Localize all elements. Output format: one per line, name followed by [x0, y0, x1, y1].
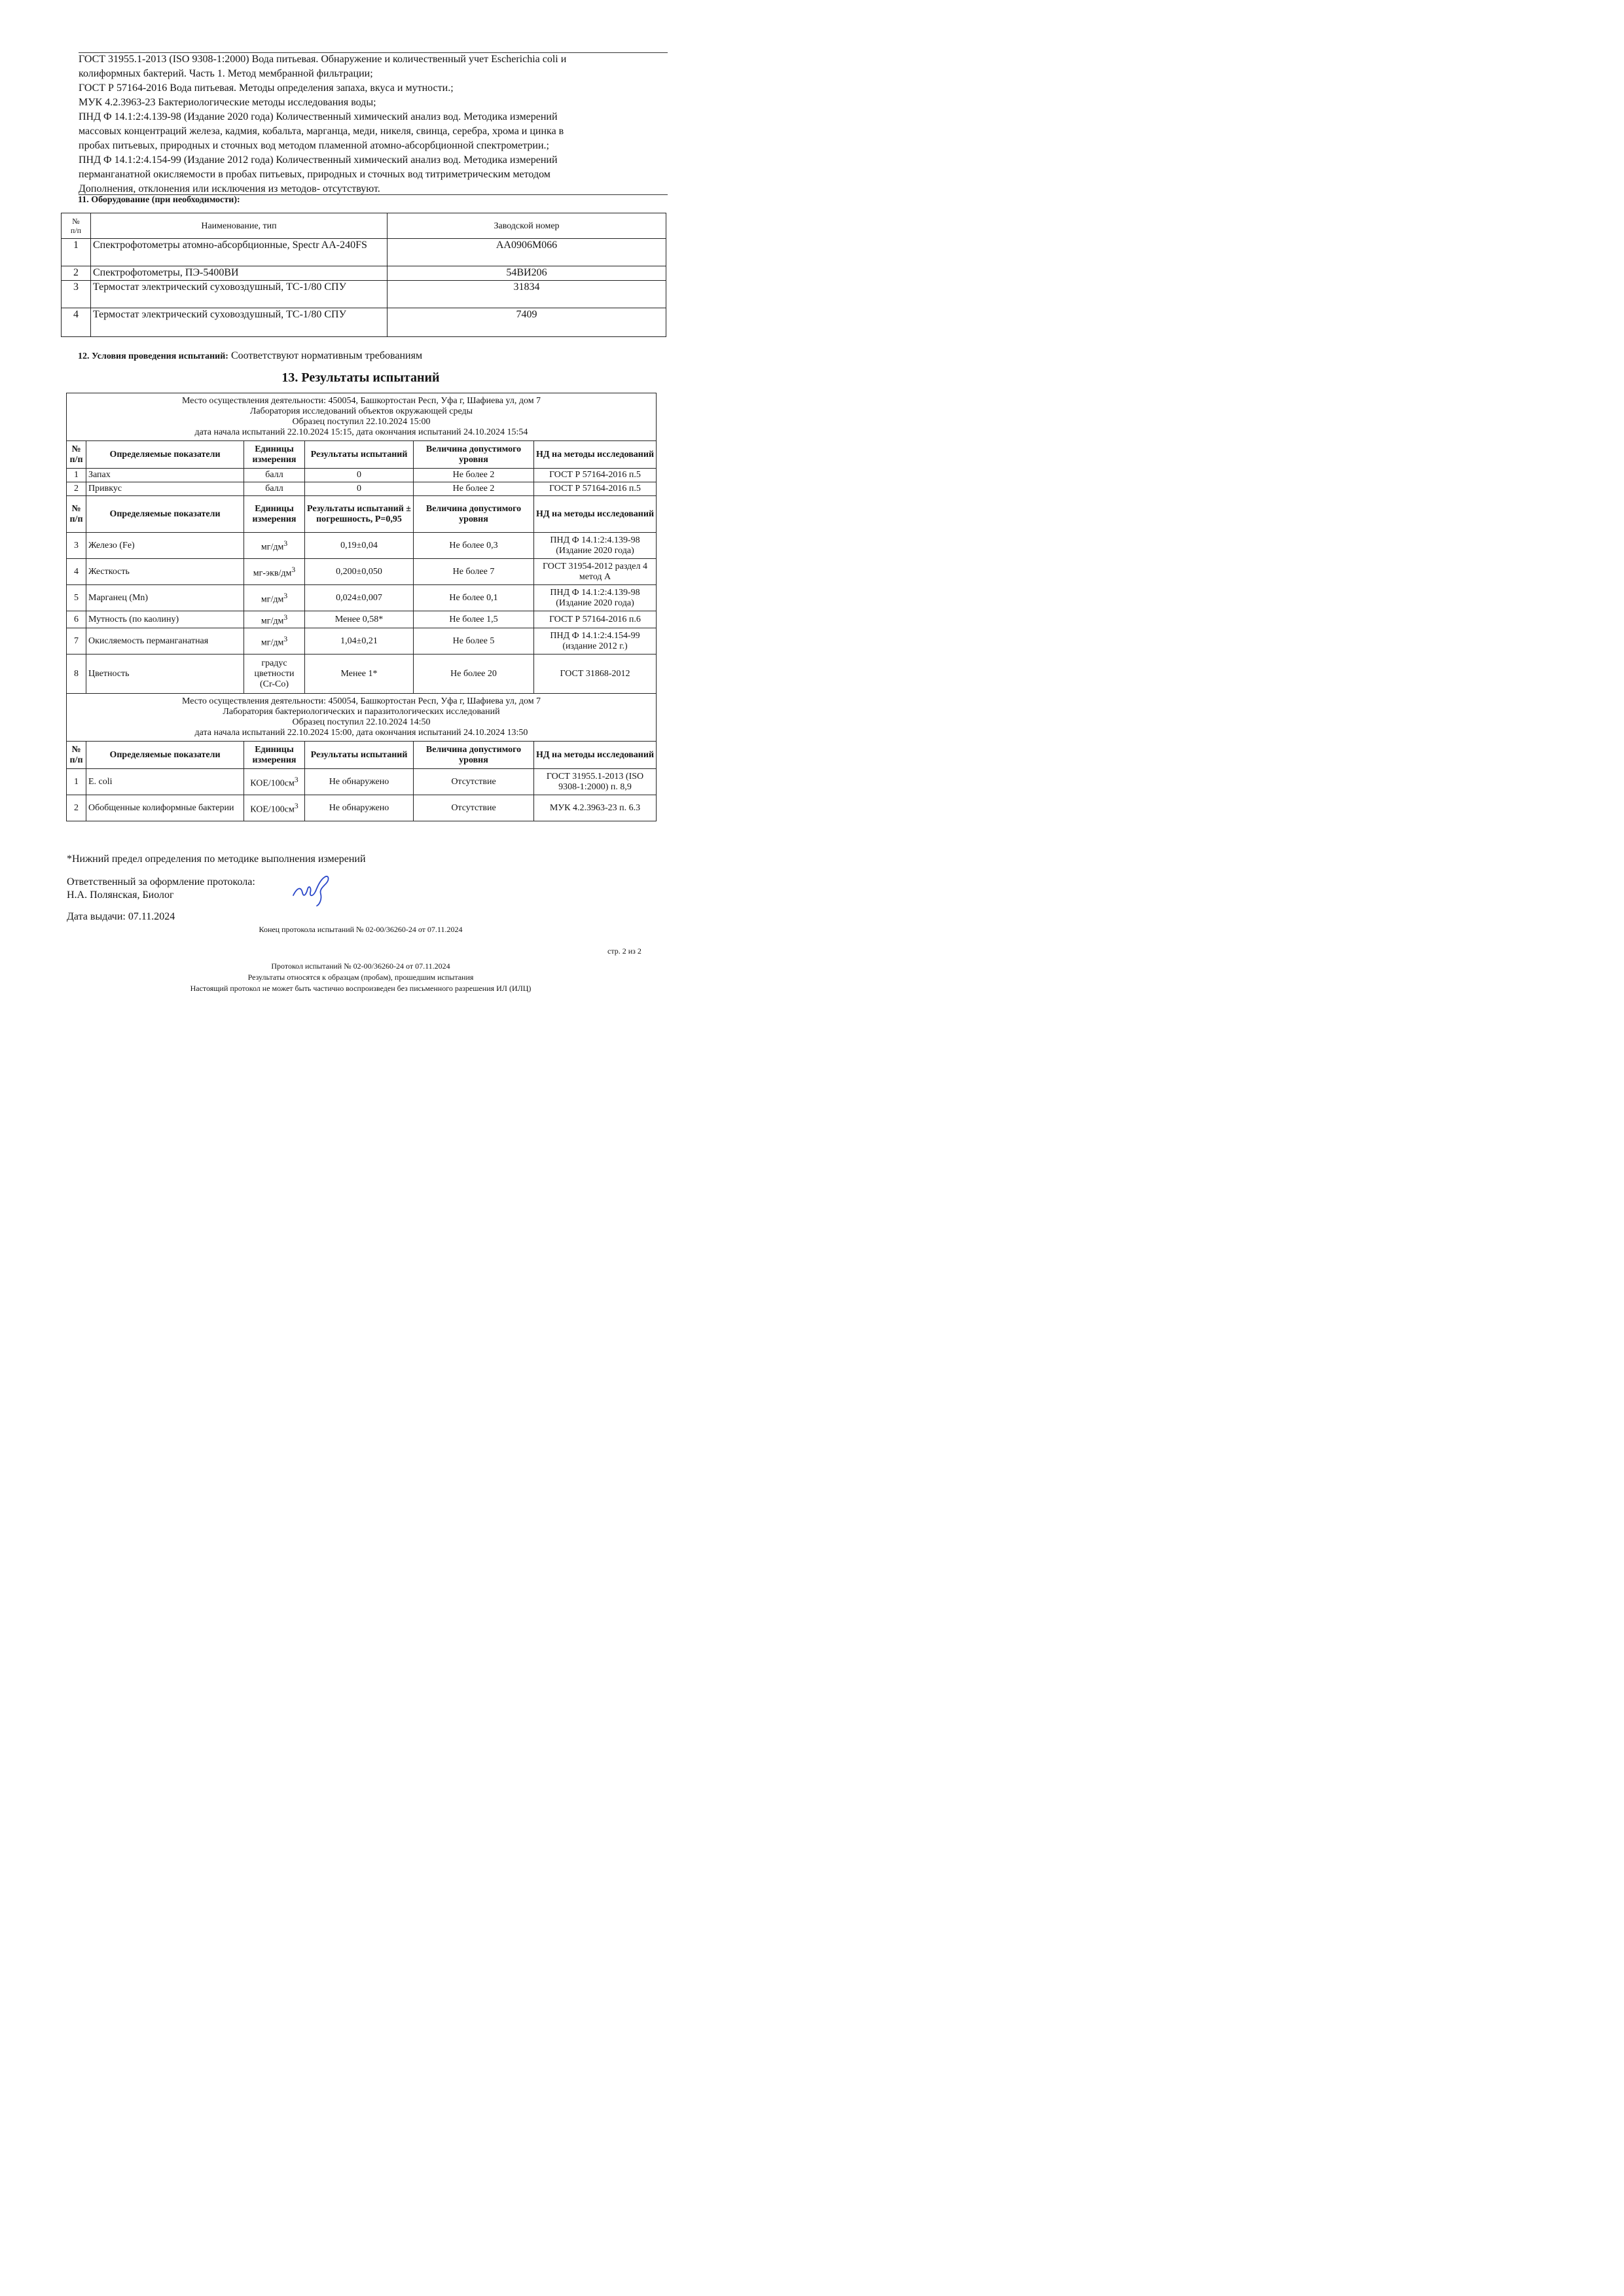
result-unit: [244, 559, 305, 585]
result-num: 1: [67, 469, 86, 482]
equipment-name: Спектрофотометры, ПЭ-5400ВИ: [91, 266, 388, 281]
page-number: стр. 2 из 2: [607, 946, 641, 956]
unit-text: мг-экв/дм: [253, 568, 292, 579]
equipment-num: 4: [62, 308, 91, 337]
equipment-num: 2: [62, 266, 91, 281]
result-indicator: Окисляемость перманганатная: [86, 628, 244, 655]
col-indicator-header: Определяемые показатели: [86, 441, 244, 469]
equipment-title: 11. Оборудование (при необходимости):: [78, 195, 240, 205]
result-indicator: Мутность (по каолину): [86, 611, 244, 628]
methods-line: массовых концентраций железа, кадмия, кобальта, марганца, меди, никеля, свинца, серебра, хрома и цинка в: [79, 126, 564, 137]
result-num: 8: [67, 655, 86, 694]
result-num: 6: [67, 611, 86, 628]
lab2-name: Лаборатория бактериологических и паразитологических исследований: [223, 707, 500, 717]
result-row: [67, 655, 657, 694]
footer-scope: Результаты относятся к образцам (пробам), прошедшим испытания: [247, 973, 474, 982]
result-method: ПНД Ф 14.1:2:4.154-99 (издание 2012 г.): [534, 628, 657, 655]
result-limit: Не более 2: [414, 469, 534, 482]
unit-text: КОЕ/100см: [250, 778, 295, 789]
equipment-num: 3: [62, 281, 91, 308]
result-indicator: E. coli: [86, 769, 244, 795]
result-method: ПНД Ф 14.1:2:4.139-98 (Издание 2020 года): [534, 585, 657, 611]
unit-exponent: 3: [283, 539, 288, 548]
lab1-dates: дата начала испытаний 22.10.2024 15:15, дата окончания испытаний 24.10.2024 15:54: [194, 427, 528, 437]
result-unit: балл: [244, 482, 305, 496]
result-indicator: Привкус: [86, 482, 244, 496]
result-indicator: Марганец (Mn): [86, 585, 244, 611]
footer-reproduction: Настоящий протокол не может быть частично воспроизведен без письменного разрешения ИЛ (ИЛЦ): [190, 984, 532, 993]
unit-text: мг/дм: [261, 637, 284, 648]
result-limit: Не более 5: [414, 628, 534, 655]
result-unit: балл: [244, 469, 305, 482]
unit-text: мг/дм: [261, 542, 284, 552]
col-num-header: № п/п: [67, 742, 86, 769]
result-row: [67, 469, 657, 482]
unit-text: КОЕ/100см: [250, 804, 295, 815]
conditions-label: 12. Условия проведения испытаний:: [78, 351, 228, 361]
equipment-row: [62, 308, 666, 337]
col-limit-header: Величина допустимого уровня: [414, 441, 534, 469]
result-limit: Не более 20: [414, 655, 534, 694]
result-num: 2: [67, 482, 86, 496]
results-header-row: [67, 441, 657, 469]
results-table: [66, 393, 657, 821]
issue-date: Дата выдачи: 07.11.2024: [67, 911, 175, 922]
result-unit: [244, 611, 305, 628]
result-row: [67, 611, 657, 628]
result-row: [67, 769, 657, 795]
footer-protocol: Протокол испытаний № 02-00/36260-24 от 07.11.2024: [271, 961, 450, 971]
lab2-received: Образец поступил 22.10.2024 14:50: [292, 717, 431, 727]
lab1-info: [67, 393, 657, 441]
result-method: ПНД Ф 14.1:2:4.139-98 (Издание 2020 года): [534, 533, 657, 559]
equipment-row: [62, 266, 666, 281]
result-limit: Отсутствие: [414, 795, 534, 821]
col-result-header: Результаты испытаний ± погрешность, P=0,95: [305, 496, 414, 533]
result-row: [67, 795, 657, 821]
lab1-address: Место осуществления деятельности: 450054, Башкортостан Респ, Уфа г, Шафиева ул, дом 7: [181, 396, 541, 406]
result-row: [67, 559, 657, 585]
result-indicator: Запах: [86, 469, 244, 482]
methods-line: пробах питьевых, природных и сточных вод методом пламенной атомно-абсорбционной спектрометрии.;: [79, 140, 549, 151]
col-method-header: НД на методы исследований: [534, 742, 657, 769]
equipment-row: [62, 281, 666, 308]
equipment-row: [62, 239, 666, 266]
responsible-label: Ответственный за оформление протокола:: [67, 876, 255, 888]
equipment-serial: 7409: [388, 308, 666, 337]
col-unit-header: Единицы измерения: [244, 441, 305, 469]
result-unit: [244, 585, 305, 611]
unit-exponent: 3: [294, 801, 298, 810]
col-method-header: НД на методы исследований: [534, 496, 657, 533]
equipment-name: Термостат электрический суховоздушный, ТС-1/80 СПУ: [91, 308, 388, 337]
col-unit-header: Единицы измерения: [244, 496, 305, 533]
equipment-table: [61, 213, 666, 337]
result-row: [67, 585, 657, 611]
lab2-info: [67, 694, 657, 742]
result-row: [67, 628, 657, 655]
conditions-value: Соответствуют нормативным требованиям: [230, 350, 423, 361]
equipment-num: 1: [62, 239, 91, 266]
result-unit: [244, 628, 305, 655]
result-row: [67, 533, 657, 559]
result-value: Не обнаружено: [305, 795, 414, 821]
result-row: [67, 482, 657, 496]
methods-line: Дополнения, отклонения или исключения из методов- отсутствуют.: [79, 183, 380, 194]
result-method: ГОСТ Р 57164-2016 п.6: [534, 611, 657, 628]
col-result-header: Результаты испытаний: [305, 742, 414, 769]
header-num: [62, 213, 91, 239]
lab1-received: Образец поступил 22.10.2024 15:00: [292, 417, 431, 427]
end-of-protocol: Конец протокола испытаний № 02-00/36260-24 от 07.11.2024: [259, 925, 463, 934]
result-num: 7: [67, 628, 86, 655]
equipment-header-row: [62, 213, 666, 239]
result-method: ГОСТ 31954-2012 раздел 4 метод А: [534, 559, 657, 585]
equipment-serial: AA0906M066: [388, 239, 666, 266]
methods-line: перманганатной окисляемости в пробах питьевых, природных и сточных вод титриметрическим методом: [79, 169, 550, 180]
result-value: 0,19±0,04: [305, 533, 414, 559]
methods-line: ПНД Ф 14.1:2:4.154-99 (Издание 2012 года) Количественный химический анализ вод. Методика измерений: [79, 154, 558, 166]
unit-exponent: 3: [294, 775, 298, 784]
methods-list: [79, 52, 661, 196]
result-unit: градус цветности (Cr-Co): [244, 655, 305, 694]
result-num: 5: [67, 585, 86, 611]
result-value: 0: [305, 482, 414, 496]
result-method: ГОСТ Р 57164-2016 п.5: [534, 482, 657, 496]
lab2-info-row: [67, 694, 657, 742]
header-name: Наименование, тип: [91, 213, 388, 239]
result-limit: Не более 7: [414, 559, 534, 585]
lab1-info-row: [67, 393, 657, 441]
equipment-serial: 31834: [388, 281, 666, 308]
responsible-name: Н.А. Полянская, Биолог: [67, 889, 174, 901]
result-value: Не обнаружено: [305, 769, 414, 795]
unit-exponent: 3: [291, 565, 296, 574]
signature-mark: [288, 868, 340, 907]
methods-line: МУК 4.2.3963-23 Бактериологические методы исследования воды;: [79, 97, 376, 108]
equipment-name: Термостат электрический суховоздушный, ТС-1/80 СПУ: [91, 281, 388, 308]
results-header-row: [67, 742, 657, 769]
header-num-line: № п/п: [70, 217, 82, 235]
lab2-dates: дата начала испытаний 22.10.2024 15:00, дата окончания испытаний 24.10.2024 13:50: [194, 728, 528, 738]
result-limit: Не более 2: [414, 482, 534, 496]
lab1-name: Лаборатория исследований объектов окружающей среды: [249, 406, 473, 416]
equipment-name: Спектрофотометры атомно-абсорбционные, Spectr AA-240FS: [91, 239, 388, 266]
equipment-serial: 54ВИ206: [388, 266, 666, 281]
result-limit: Не более 0,3: [414, 533, 534, 559]
result-value: 1,04±0,21: [305, 628, 414, 655]
unit-text: мг/дм: [261, 594, 284, 605]
unit-exponent: 3: [283, 634, 288, 643]
result-method: ГОСТ 31868-2012: [534, 655, 657, 694]
col-limit-header: Величина допустимого уровня: [414, 496, 534, 533]
result-value: Менее 1*: [305, 655, 414, 694]
col-indicator-header: Определяемые показатели: [86, 496, 244, 533]
methods-line: ГОСТ Р 57164-2016 Вода питьевая. Методы определения запаха, вкуса и мутности.;: [79, 82, 454, 94]
result-unit: [244, 795, 305, 821]
results-header-row: [67, 496, 657, 533]
col-num-header: № п/п: [67, 496, 86, 533]
result-limit: Отсутствие: [414, 769, 534, 795]
result-indicator: Обобщенные колиформные бактерии: [86, 795, 244, 821]
result-unit: [244, 769, 305, 795]
methods-line: ПНД Ф 14.1:2:4.139-98 (Издание 2020 года) Количественный химический анализ вод. Методика измерений: [79, 111, 558, 122]
col-method-header: НД на методы исследований: [534, 441, 657, 469]
result-method: ГОСТ 31955.1-2013 (ISO 9308-1:2000) п. 8,9: [534, 769, 657, 795]
methods-line: колиформных бактерий. Часть 1. Метод мембранной фильтрации;: [79, 68, 373, 79]
conditions-line: [78, 350, 422, 362]
result-indicator: Железо (Fe): [86, 533, 244, 559]
protocol-page: [0, 0, 721, 1020]
result-value: 0: [305, 469, 414, 482]
col-result-header: Результаты испытаний: [305, 441, 414, 469]
lab2-address: Место осуществления деятельности: 450054, Башкортостан Респ, Уфа г, Шафиева ул, дом 7: [181, 696, 541, 706]
unit-text: мг/дм: [261, 616, 284, 626]
result-num: 2: [67, 795, 86, 821]
result-limit: Не более 0,1: [414, 585, 534, 611]
col-limit-header: Величина допустимого уровня: [414, 742, 534, 769]
header-serial: Заводской номер: [388, 213, 666, 239]
footnote: *Нижний предел определения по методике выполнения измерений: [67, 853, 366, 865]
result-num: 1: [67, 769, 86, 795]
col-unit-header: Единицы измерения: [244, 742, 305, 769]
col-indicator-header: Определяемые показатели: [86, 742, 244, 769]
unit-exponent: 3: [283, 591, 288, 600]
result-value: 0,200±0,050: [305, 559, 414, 585]
result-num: 4: [67, 559, 86, 585]
result-value: Менее 0,58*: [305, 611, 414, 628]
unit-exponent: 3: [283, 613, 288, 622]
result-value: 0,024±0,007: [305, 585, 414, 611]
result-method: МУК 4.2.3963-23 п. 6.3: [534, 795, 657, 821]
col-num-header: № п/п: [67, 441, 86, 469]
result-limit: Не более 1,5: [414, 611, 534, 628]
result-num: 3: [67, 533, 86, 559]
result-indicator: Цветность: [86, 655, 244, 694]
page-footer: [0, 961, 721, 994]
result-unit: [244, 533, 305, 559]
result-method: ГОСТ Р 57164-2016 п.5: [534, 469, 657, 482]
result-indicator: Жесткость: [86, 559, 244, 585]
methods-line: ГОСТ 31955.1-2013 (ISO 9308-1:2000) Вода питьевая. Обнаружение и количественный учет Escherichia coli и: [79, 54, 567, 65]
results-title: 13. Результаты испытаний: [281, 370, 440, 385]
